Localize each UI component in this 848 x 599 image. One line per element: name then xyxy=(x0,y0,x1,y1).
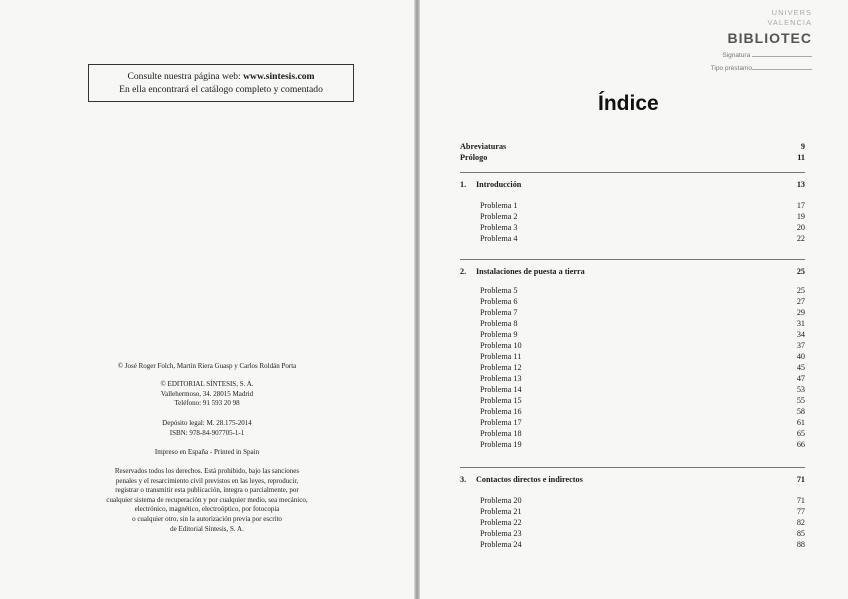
toc-item[interactable]: Problema 21 77 xyxy=(480,507,805,516)
library-stamp xyxy=(711,8,812,72)
website-notice-box xyxy=(88,64,354,102)
isbn: ISBN: 978-84-907705-1-1 xyxy=(169,428,245,437)
chapter-heading[interactable]: 2. Instalaciones de puesta a tierra 25 xyxy=(460,267,805,276)
toc-item[interactable]: Problema 12 45 xyxy=(480,363,805,372)
publisher-phone: Teléfono: 91 593 20 98 xyxy=(174,399,240,408)
toc-front-matter xyxy=(460,141,805,163)
publisher-name: © EDITORIAL SÍNTESIS, S. A. xyxy=(160,380,254,388)
stamp-signature-row xyxy=(711,52,812,59)
rights-line: registrar o transmitir esta publicación, íntegra o parcialmente, por xyxy=(115,486,299,495)
toc-item[interactable]: Problema 4 22 xyxy=(480,234,805,243)
stamp-university: UNIVERS xyxy=(771,8,812,17)
legal-block xyxy=(0,419,414,438)
toc-item[interactable]: Problema 15 55 xyxy=(480,396,805,405)
toc-item[interactable]: Problema 17 61 xyxy=(480,418,805,427)
loan-label: Tipo préstamo xyxy=(710,65,752,72)
toc-item[interactable]: Problema 1 17 xyxy=(480,201,805,210)
left-page xyxy=(0,0,414,599)
toc-item[interactable]: Problema 6 27 xyxy=(480,297,805,306)
chapter-heading[interactable]: 3. Contactos directos e indirectos 71 xyxy=(460,475,805,484)
toc-item[interactable]: Problema 9 34 xyxy=(480,330,805,339)
index-title: Índice xyxy=(598,92,659,115)
catalog-line: En ella encontrará el catálogo completo y comentado xyxy=(119,84,323,95)
chapter-divider xyxy=(460,172,805,173)
toc-item[interactable]: Problema 10 37 xyxy=(480,341,805,350)
stamp-loan-row xyxy=(711,65,812,72)
printed-line: Impreso en España - Printed in Spain xyxy=(154,448,260,456)
publisher-block xyxy=(0,380,414,409)
toc-item[interactable]: Problema 23 85 xyxy=(480,529,805,538)
toc-entry-prologue[interactable]: Prólogo 11 xyxy=(460,153,805,162)
legal-deposit: Depósito legal: M. 28.175-2014 xyxy=(162,419,252,427)
signature-line xyxy=(752,56,812,57)
toc-item[interactable]: Problema 7 29 xyxy=(480,308,805,317)
toc-item[interactable]: Problema 2 19 xyxy=(480,212,805,221)
signature-label: Signatura xyxy=(722,52,751,59)
stamp-library: BIBLIOTEC xyxy=(727,30,812,46)
toc-item[interactable]: Problema 19 66 xyxy=(480,440,805,449)
toc-item[interactable]: Problema 22 82 xyxy=(480,518,805,527)
toc-item[interactable]: Problema 16 58 xyxy=(480,407,805,416)
rights-line: cualquier sistema de recuperación y por cualquier medio, sea mecánico, xyxy=(106,495,308,504)
chapter-divider xyxy=(460,259,805,260)
rights-line: penales y el resarcimiento civil previstos en las leyes, reproducir, xyxy=(115,476,299,485)
toc-item[interactable]: Problema 8 31 xyxy=(480,319,805,328)
loan-line xyxy=(752,69,812,70)
toc-item[interactable]: Problema 14 53 xyxy=(480,385,805,394)
website-line xyxy=(89,70,353,83)
toc-chapter-3 xyxy=(460,463,805,550)
rights-line: Reservados todos los derechos. Está prohibido, bajo las sanciones xyxy=(114,467,300,475)
website-url[interactable]: www.sintesis.com xyxy=(243,71,315,82)
printed-in xyxy=(0,448,414,458)
toc-chapter-2 xyxy=(460,255,805,450)
toc-item[interactable]: Problema 24 88 xyxy=(480,540,805,549)
authors-copyright xyxy=(0,362,414,372)
authors-line: © José Roger Folch, Martín Riera Guasp y Carlos Roldán Porta xyxy=(117,362,297,370)
toc-item[interactable]: Problema 18 65 xyxy=(480,429,805,438)
chapter-divider xyxy=(460,467,805,468)
website-prefix: Consulte nuestra página web: xyxy=(127,71,244,82)
rights-line: o cualquier otro, sin la autorización previa por escrito xyxy=(132,514,282,523)
toc-item[interactable]: Problema 20 71 xyxy=(480,496,805,505)
rights-line: de Editorial Síntesis, S. A. xyxy=(170,524,244,533)
stamp-city: VALENCIA xyxy=(767,18,812,27)
rights-line: electrónico, magnético, electroóptico, por fotocopia xyxy=(134,505,280,514)
chapter-heading[interactable]: 1. Introducción 13 xyxy=(460,180,805,189)
toc-chapter-1 xyxy=(460,168,805,244)
toc-item[interactable]: Problema 13 47 xyxy=(480,374,805,383)
toc-item[interactable]: Problema 5 25 xyxy=(480,286,805,295)
toc-entry-abbreviations[interactable]: Abreviaturas 9 xyxy=(460,142,805,151)
rights-block xyxy=(0,467,414,534)
publisher-address: Vallehermoso, 34. 28015 Madrid xyxy=(160,389,254,398)
toc-item[interactable]: Problema 3 20 xyxy=(480,223,805,232)
toc-item[interactable]: Problema 11 40 xyxy=(480,352,805,361)
